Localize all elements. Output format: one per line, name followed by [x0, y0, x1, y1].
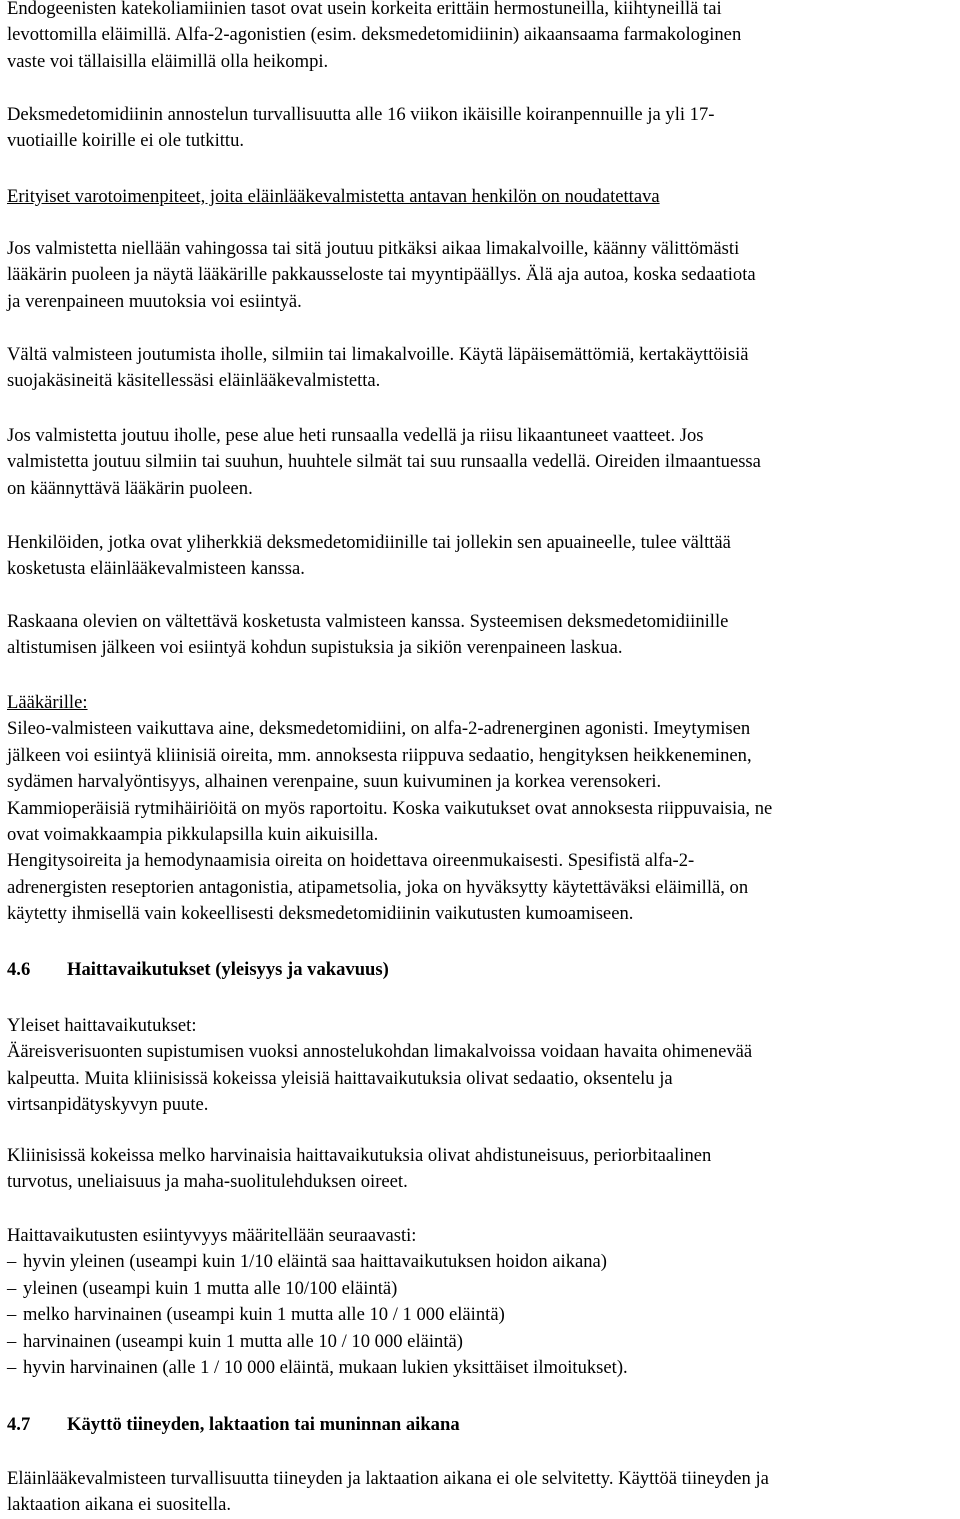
text-line: jälkeen voi esiintyä kliinisiä oireita, mm. annoksesta riippuva sedaatio, hengityksen heikkeneminen,: [7, 744, 752, 766]
text-line: adrenergisten reseptorien antagonistia, atipametsolia, joka on hyväksytty käytettäväksi eläimillä, on: [7, 876, 749, 898]
text-line: Kliinisissä kokeissa melko harvinaisia haittavaikutuksia olivat ahdistuneisuus, periorbitaalinen: [7, 1145, 712, 1166]
paragraph-skin-exposure: [7, 423, 957, 502]
subheading-text: Erityiset varotoimenpiteet, joita eläinlääkevalmistetta antavan henkilön on noudatettava: [7, 186, 660, 207]
text-line: ovat voimakkaampia pikkulapsilla kuin aikuisilla.: [7, 823, 379, 845]
text-line: sydämen harvalyöntisyys, alhainen verenpaine, suun kuivuminen ja korkea verensokeri.: [7, 771, 662, 793]
section-heading-4-7: [7, 1412, 957, 1438]
frequency-intro: Haittavaikutusten esiintyvyys määritellään seuraavasti:: [7, 1225, 417, 1246]
text-line: käytetty ihmisellä vain kokeellisesti deksmedetomidiinin vaikutusten kumoamiseen.: [7, 903, 634, 925]
text-line: Endogeenisten katekoliamiinien tasot ovat usein korkeita erittäin hermostuneilla, kiihtyneillä tai: [7, 0, 722, 19]
text-line: Ääreisverisuonten supistumisen vuoksi annostelukohdan limakalvoissa voidaan havaita ohimenevää: [7, 1041, 753, 1063]
frequency-list: [7, 1223, 957, 1381]
dash-bullet: –: [7, 1356, 17, 1378]
text-line: Jos valmistetta niellään vahingossa tai sitä joutuu pitkäksi aikaa limakalvoille, käänny välittömästi: [7, 238, 740, 259]
text-label: Yleiset haittavaikutukset:: [7, 1015, 197, 1036]
text-line: ja verenpaineen muutoksia voi esiintyä.: [7, 290, 302, 312]
text-line: levottomilla eläimillä. Alfa-2-agonistien (esim. deksmedetomidiinin) aikaansaama farmakologinen: [7, 24, 742, 46]
text-line: Jos valmistetta joutuu iholle, pese alue heti runsaalla vedellä ja riisu likaantuneet vaatteet. Jos: [7, 425, 704, 446]
doctor-label: Lääkärille:: [7, 692, 88, 713]
paragraph-pregnancy-use: [7, 1466, 957, 1519]
text-line: kalpeutta. Muita kliinisissä kokeissa yleisiä haittavaikutuksia olivat sedaatio, oksentelu ja: [7, 1067, 673, 1089]
paragraph-avoid-contact: [7, 342, 957, 395]
dash-bullet: –: [7, 1304, 17, 1326]
text-line: Vältä valmisteen joutumista iholle, silmiin tai limakalvoille. Käytä läpäisemättömiä, kertakäyttöisiä: [7, 344, 749, 365]
section-title: Käyttö tiineyden, laktaation tai muninnan aikana: [67, 1414, 460, 1435]
text-line: laktaation aikana ei suositella.: [7, 1494, 232, 1516]
text-line: Henkilöiden, jotka ovat yliherkkiä deksmedetomidiinille tai jollekin sen apuaineelle, tulee välttää: [7, 532, 731, 553]
paragraph-uncommon-adverse: [7, 1143, 957, 1196]
paragraph-safety-age: [7, 102, 957, 155]
text-line: on käännyttävä lääkärin puoleen.: [7, 477, 253, 499]
list-item: – hyvin yleinen (useampi kuin 1/10 eläintä saa haittavaikutuksen hoidon aikana): [7, 1249, 957, 1275]
text-line: altistumisen jälkeen voi esiintyä kohdun supistuksia ja sikiön verenpaineen laskua.: [7, 637, 623, 659]
list-item: – harvinainen (useampi kuin 1 mutta alle 10 / 10 000 eläintä): [7, 1329, 957, 1355]
text-line: suojakäsineitä käsitellessäsi eläinlääkevalmistetta.: [7, 370, 381, 392]
list-item: – yleinen (useampi kuin 1 mutta alle 10/100 eläintä): [7, 1276, 957, 1302]
dash-bullet: –: [7, 1277, 17, 1299]
paragraph-pregnancy: [7, 609, 957, 662]
text-line: Eläinlääkevalmisteen turvallisuutta tiineyden ja laktaation aikana ei ole selvitetty. Käyttöä tiineyden ja: [7, 1468, 769, 1489]
text-line: Sileo-valmisteen vaikuttava aine, deksmedetomidiini, on alfa-2-adrenerginen agonisti. Imeytymisen: [7, 718, 751, 740]
text-line: kosketusta eläinlääkevalmisteen kanssa.: [7, 558, 305, 580]
list-item: – melko harvinainen (useampi kuin 1 mutta alle 10 / 1 000 eläintä): [7, 1302, 957, 1328]
text-line: Deksmedetomidiinin annostelun turvallisuutta alle 16 viikon ikäisille koiranpennuille ja yli 17-: [7, 104, 715, 125]
dash-bullet: –: [7, 1330, 17, 1352]
text-line: Raskaana olevien on vältettävä kosketusta valmisteen kanssa. Systeemisen deksmedetomidiinille: [7, 611, 729, 632]
dash-bullet: –: [7, 1251, 17, 1273]
subheading-special-precautions: [7, 184, 957, 210]
section-title: Haittavaikutukset (yleisyys ja vakavuus): [67, 959, 389, 980]
paragraph-hypersensitivity: [7, 530, 957, 583]
text-line: Kammioperäisiä rytmihäiriöitä on myös raportoitu. Koska vaikutukset ovat annoksesta riippuvaisia, ne: [7, 797, 773, 819]
list-item: – hyvin harvinainen (alle 1 / 10 000 eläintä, mukaan lukien yksittäiset ilmoitukset).: [7, 1355, 957, 1381]
text-line: valmistetta joutuu silmiin tai suuhun, huuhtele silmät tai suu runsaalla vedellä. Oireiden ilmaantuessa: [7, 451, 761, 473]
paragraph-catecholamines: [7, 0, 957, 75]
section-number: 4.7: [7, 1414, 31, 1435]
paragraph-for-doctors: [7, 690, 957, 928]
text-line: vaste voi tällaisilla eläimillä olla heikompi.: [7, 50, 329, 72]
paragraph-ingestion: [7, 236, 957, 315]
text-line: virtsanpidätyskyvyn puute.: [7, 1094, 209, 1116]
text-line: vuotiaille koirille ei ole tutkittu.: [7, 130, 245, 152]
text-line: turvotus, uneliaisuus ja maha-suolitulehduksen oireet.: [7, 1171, 408, 1193]
text-line: Hengitysoireita ja hemodynaamisia oireita on hoidettava oireenmukaisesti. Spesifistä alfa-2-: [7, 850, 695, 872]
section-heading-4-6: [7, 957, 957, 983]
text-line: lääkärin puoleen ja näytä lääkärille pakkausseloste tai myyntipäällys. Älä aja autoa, koska sedaatiota: [7, 264, 756, 286]
paragraph-common-adverse: [7, 1013, 957, 1119]
section-number: 4.6: [7, 959, 31, 980]
